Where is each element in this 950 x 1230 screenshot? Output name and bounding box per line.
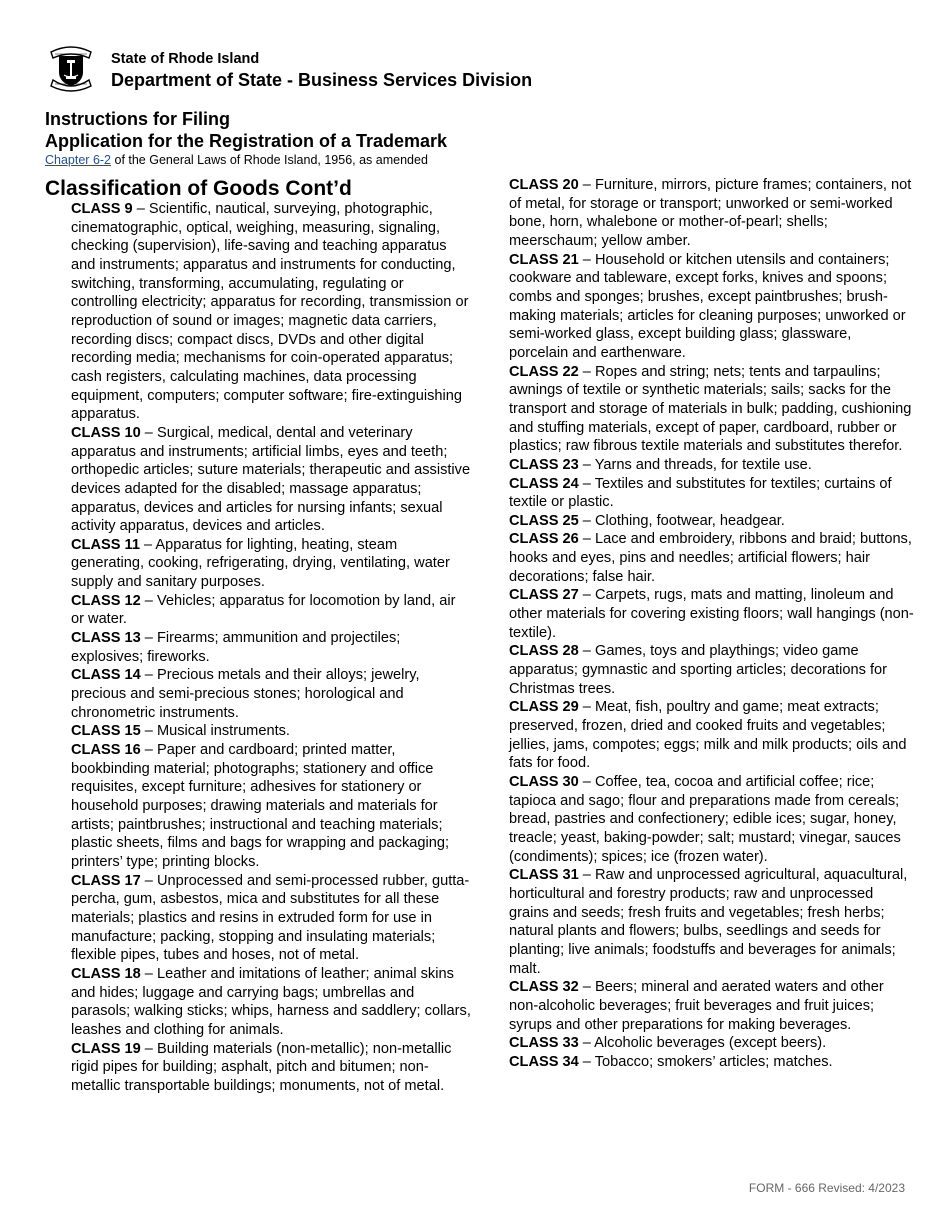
class-label: CLASS 14 — [71, 667, 141, 684]
class-description: – Lace and embroidery, ribbons and braid; buttons, hooks and eyes, pins and needles; artificial flowers; hair decorations; false hair. — [509, 531, 912, 585]
class-label: CLASS 29 — [509, 699, 579, 716]
class-description: – Carpets, rugs, mats and matting, linoleum and other materials for covering existing floors; wall hangings (non-textile). — [509, 587, 914, 641]
class-description: – Household or kitchen utensils and containers; cookware and tableware, except forks, knives and spoons; combs and sponges; brushes, except paintbrushes; brush-making materials; articles for cleaning purposes; unworked or semi-worked glass, except building glass; glassware, porcelain and earthenware. — [509, 251, 906, 361]
state-name: State of Rhode Island — [111, 51, 260, 67]
class-label: CLASS 24 — [509, 475, 579, 492]
class-label: CLASS 11 — [71, 536, 140, 553]
class-label: CLASS 9 — [71, 201, 133, 217]
header — [45, 42, 532, 94]
class-description: – Apparatus for lighting, heating, steam generating, cooking, refrigerating, drying, ventilating, water supply and sanitary purposes. — [71, 536, 450, 591]
class-description: – Coffee, tea, cocoa and artificial coffee; rice; tapioca and sago; flour and preparations made from cereals; bread, pastries and confectionery; edible ices; sugar, honey, treacle; yeast, baking-powder; salt; mustard; vinegar, sauces (condiments); spices; ice (frozen water). — [509, 774, 901, 865]
class-description: – Games, toys and playthings; video game apparatus; gymnastic and sporting articles; decorations for Christmas trees. — [509, 643, 888, 697]
class-entry — [509, 475, 914, 512]
class-description: – Scientific, nautical, surveying, photographic, cinematographic, optical, weighing, measuring, signaling, checking (supervision), life-saving and teaching apparatus and instruments; apparatus and instruments for conducting, switching, transforming, accumulating, regulating or controlling electricity; apparatus for recording, transmission or reproduction of sound or images; magnetic data carriers, recording discs; compact discs, DVDs and other digital recording media; mechanisms for coin-operated apparatus; cash registers, calculating machines, data processing equipment, computers; computer software; fire-extinguishing apparatus. — [71, 201, 469, 423]
class-label: CLASS 26 — [509, 531, 579, 548]
class-entry — [509, 642, 914, 698]
class-label: CLASS 30 — [509, 774, 579, 790]
class-description: – Leather and imitations of leather; animal skins and hides; luggage and carrying bags; umbrellas and parasols; walking sticks; whips, harness and saddlery; collars, leashes and clothing for animals. — [71, 965, 471, 1038]
class-description: – Building materials (non-metallic); non-metallic rigid pipes for building; asphalt, pitch and bitumen; non-metallic transportable buildings; monuments, not of metal. — [71, 1040, 452, 1094]
classes-right-column — [509, 176, 914, 1072]
class-entry — [509, 176, 914, 251]
class-description: – Yarns and threads, for textile use. — [578, 456, 812, 473]
class-description: – Alcoholic beverages (except beers). — [578, 1035, 827, 1052]
class-label: CLASS 18 — [71, 965, 141, 982]
class-entry — [71, 424, 471, 536]
instructions-title: Instructions for Filing — [45, 109, 230, 129]
class-label: CLASS 15 — [71, 723, 141, 740]
class-label: CLASS 12 — [71, 592, 141, 609]
class-description: – Unprocessed and semi-processed rubber, gutta-percha, gum, asbestos, mica and substitutes for all these materials; plastics and resins in extruded form for use in manufacture; packing, stopping and insulating materials; flexible pipes, tubes and hoses, not of metal. — [71, 872, 470, 964]
class-label: CLASS 16 — [71, 742, 141, 759]
class-entry — [71, 200, 471, 424]
class-entry — [509, 586, 914, 642]
class-entry — [509, 978, 914, 1034]
class-label: CLASS 25 — [509, 512, 579, 529]
class-description: – Vehicles; apparatus for locomotion by land, air or water. — [71, 592, 456, 628]
class-description: – Musical instruments. — [140, 723, 290, 740]
class-description: – Surgical, medical, dental and veterinary apparatus and instruments; artificial limbs, eyes and teeth; orthopedic articles; suture materials; therapeutic and assistive devices adapted for the disabled; massage apparatus; apparatus, devices and articles for nursing infants; sexual activity apparatus, devices and articles. — [71, 424, 471, 535]
class-entry — [71, 666, 471, 722]
class-entry — [509, 530, 914, 586]
instructions-block — [45, 108, 447, 168]
class-description: – Clothing, footwear, headgear. — [578, 512, 785, 529]
application-title: Application for the Registration of a Trademark — [45, 131, 448, 151]
class-description: – Meat, fish, poultry and game; meat extracts; preserved, frozen, dried and cooked fruits and vegetables; jellies, jams, compotes; eggs; milk and milk products; oils and fats for food. — [509, 699, 907, 772]
class-description: – Tobacco; smokers’ articles; matches. — [578, 1053, 833, 1070]
class-description: – Textiles and substitutes for textiles; curtains of textile or plastic. — [509, 475, 892, 511]
class-entry — [71, 1040, 471, 1096]
class-entry — [71, 536, 471, 592]
class-entry — [71, 629, 471, 666]
class-label: CLASS 22 — [509, 363, 579, 380]
class-entry — [71, 965, 471, 1040]
class-entry — [509, 698, 914, 773]
class-description: – Firearms; ammunition and projectiles; explosives; fireworks. — [71, 630, 401, 665]
class-entry — [71, 592, 471, 629]
class-description: – Beers; mineral and aerated waters and other non-alcoholic beverages; fruit beverages and fruit juices; syrups and other preparations for making beverages. — [509, 979, 884, 1033]
class-entry — [509, 251, 914, 363]
class-label: CLASS 27 — [509, 587, 579, 604]
class-label: CLASS 20 — [509, 177, 579, 193]
rhode-island-seal-icon — [45, 42, 97, 94]
class-label: CLASS 10 — [71, 424, 141, 441]
class-label: CLASS 17 — [71, 872, 141, 889]
class-label: CLASS 31 — [509, 867, 579, 884]
class-entry — [71, 872, 471, 965]
class-entry — [509, 1034, 914, 1053]
class-label: CLASS 28 — [509, 643, 579, 660]
class-label: CLASS 33 — [509, 1035, 579, 1052]
class-entry — [509, 363, 914, 456]
law-reference-text: of the General Laws of Rhode Island, 1956, as amended — [111, 153, 428, 167]
class-entry — [509, 1053, 914, 1072]
class-label: CLASS 13 — [71, 630, 141, 647]
class-label: CLASS 21 — [509, 251, 579, 268]
class-entry — [509, 456, 914, 475]
class-entry — [509, 512, 914, 531]
department-name: Department of State - Business Services Division — [111, 70, 533, 90]
section-heading: Classification of Goods Cont’d — [45, 177, 352, 200]
class-entry — [71, 722, 471, 741]
class-description: – Raw and unprocessed agricultural, aquacultural, horticultural and forestry products; raw and unprocessed grains and seeds; fresh fruits and vegetables; fresh herbs; natural plants and flowers; bulbs, seedlings and seeds for planting; live animals; foodstuffs and beverages for animals; malt. — [509, 867, 908, 977]
class-entry — [509, 866, 914, 978]
chapter-link[interactable]: Chapter 6-2 — [45, 153, 112, 167]
form-revision: FORM - 666 Revised: 4/2023 — [748, 1181, 905, 1195]
class-label: CLASS 34 — [509, 1053, 579, 1070]
class-description: – Paper and cardboard; printed matter, bookbinding material; photographs; stationery and office requisites, except furniture; adhesives for stationery or household purposes; drawing materials and materials for artists; paintbrushes; instructional and teaching materials; plastic sheets, films and bags for wrapping and packaging; printers’ type; printing blocks. — [71, 742, 450, 870]
class-entry — [509, 773, 914, 866]
class-entry — [71, 741, 471, 872]
class-label: CLASS 32 — [509, 979, 579, 996]
class-description: – Ropes and string; nets; tents and tarpaulins; awnings of textile or synthetic materials; sails; sacks for the transport and storage of materials in bulk; padding, cushioning and stuffing materials, except of paper, cardboard, rubber or plastics; raw fibrous textile materials and substitutes therefor. — [509, 363, 912, 455]
class-label: CLASS 19 — [71, 1040, 141, 1057]
law-reference — [45, 152, 447, 168]
class-label: CLASS 23 — [509, 456, 579, 473]
classes-left-column — [71, 200, 471, 1096]
class-description: – Precious metals and their alloys; jewelry, precious and semi-precious stones; horological and chronometric instruments. — [71, 667, 420, 721]
class-description: – Furniture, mirrors, picture frames; containers, not of metal, for storage or transport; unworked or semi-worked bone, horn, whalebone or mother-of-pearl; shells; meerschaum; yellow amber. — [509, 177, 912, 249]
